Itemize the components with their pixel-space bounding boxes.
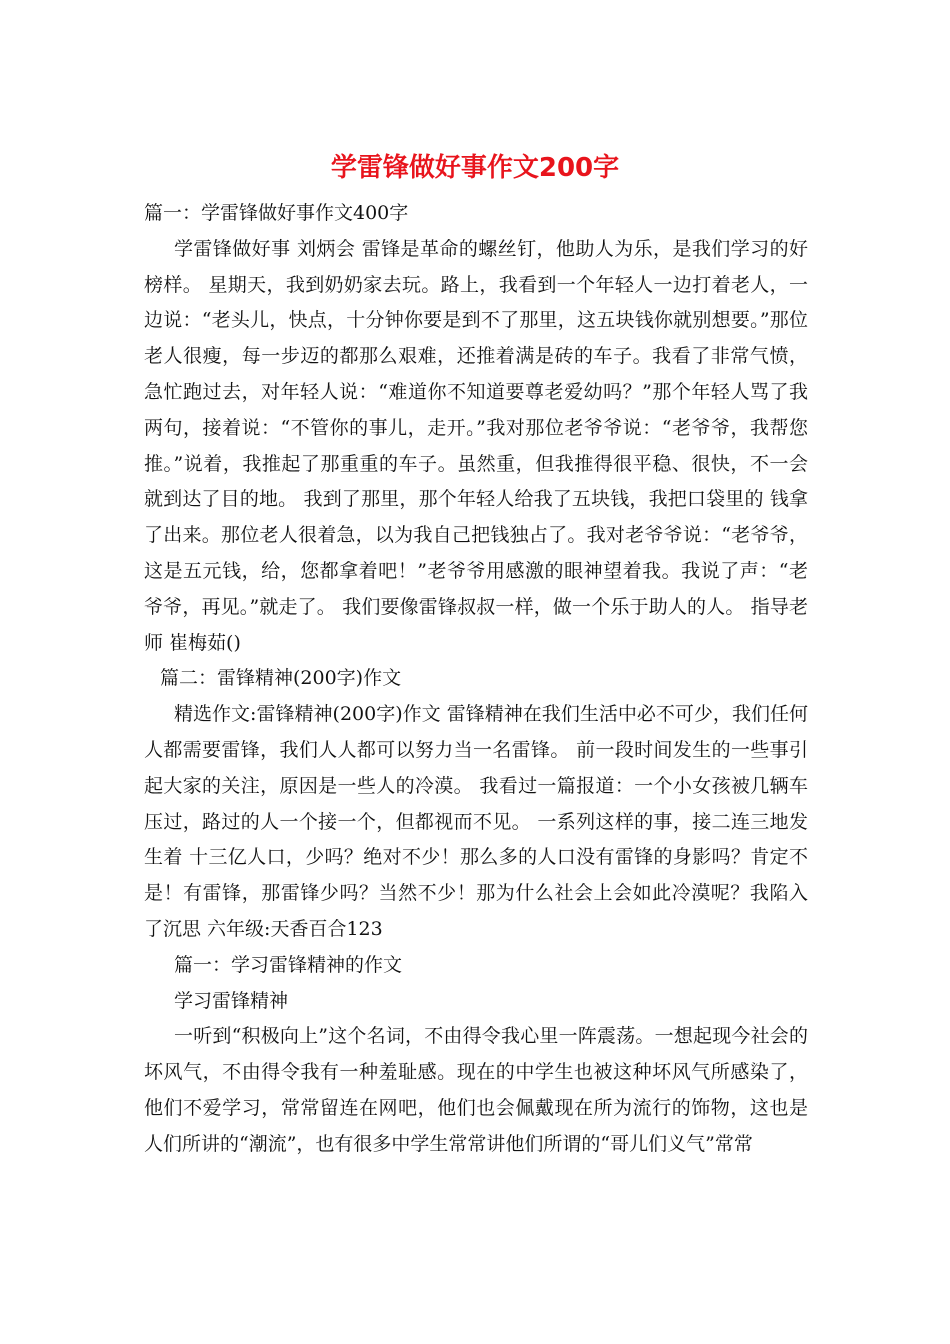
section-heading: 篇二：雷锋精神(200字)作文 <box>160 667 402 690</box>
section-subheading: 学习雷锋精神 <box>174 989 289 1012</box>
section-paragraph: 精选作文:雷锋精神(200字)作文 雷锋精神在我们生活中必不可少，我们任何人都需要雷锋，我们人人都可以努力当一名雷锋。 前一段时间发生的一些事引起大家的关注，原因是一些人的冷漠。 我看过一篇报道：一个小女孩被几辆车压过，路过的人一个接一个，但都视而不见。 一系列这样的事，接二连三地发生着 十三亿人口，少吗？绝对不少！那么多的人口没有雷锋的身影吗？肯定不是！有雷锋，那雷锋少吗？当然不少！那为什么社会上会如此冷漠呢？我陷入了沉思 六年级:天香百合123 <box>144 703 808 940</box>
section-paragraph: 学雷锋做好事 刘炳会 雷锋是革命的螺丝钉，他助人为乐，是我们学习的好榜样。 星期天，我到奶奶家去玩。路上，我看到一个年轻人一边打着老人，一边说：“老头儿，快点，十分钟你要是到不了那里，这五块钱你就别想要。”那位老人很瘦，每一步迈的都那么艰难，还推着满是砖的车子。我看了非常气愤，急忙跑过去，对年轻人说：“难道你不知道要尊老爱幼吗？”那个年轻人骂了我两句，接着说：“不管你的事儿，走开。”我对那位老爷爷说：“老爷爷，我帮您推。”说着，我推起了那重重的车子。虽然重，但我推得很平稳、很快，不一会就到达了目的地。 我到了那里，那个年轻人给我了五块钱，我把口袋里的 钱拿了出来。那位老人很着急，以为我自己把钱独占了。我对老爷爷说：“老爷爷，这是五元钱，给，您都拿着吧！”老爷爷用感激的眼神望着我。我说了声：“老爷爷，再见。”就走了。 我们要像雷锋叔叔一样，做一个乐于助人的人。 指导老师 崔梅茹() <box>144 237 808 654</box>
document-body <box>144 196 808 1163</box>
section-heading: 篇一：学雷锋做好事作文400字 <box>144 202 409 224</box>
document-title: 学雷锋做好事作文200字 <box>330 153 620 183</box>
section-paragraph: 一听到“积极向上”这个名词，不由得令我心里一阵震荡。一想起现今社会的坏风气，不由得令我有一种羞耻感。现在的中学生也被这种坏风气所感染了，他们不爱学习，常常留连在网吧，他们也会佩戴现在所为流行的饰物，这也是人们所讲的“潮流”，也有很多中学生常常讲他们所谓的“哥儿们义气”常常 <box>144 1025 808 1155</box>
section-heading: 篇一：学习雷锋精神的作文 <box>174 953 403 976</box>
